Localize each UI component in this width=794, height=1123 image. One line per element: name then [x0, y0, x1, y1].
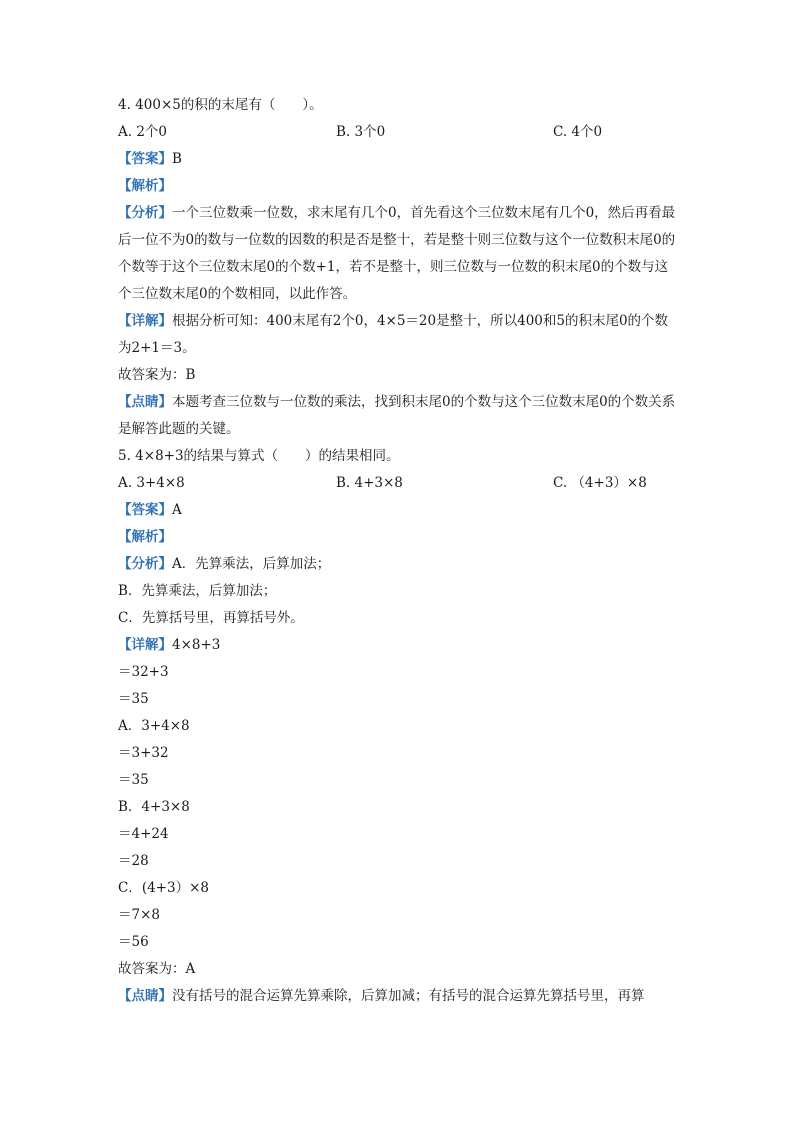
q5-xiangjie-tag: 【详解】	[118, 637, 172, 653]
q5-fenxi-tag: 【分析】	[118, 556, 172, 572]
q5-step: ＝35	[118, 691, 149, 707]
q5-step: C．(4+3）×8	[118, 880, 209, 896]
q5-step: ＝7×8	[118, 907, 160, 923]
q5-fenxi-line-1	[118, 551, 678, 578]
q4-jiexi-line	[118, 173, 678, 200]
q5-step: B．4+3×8	[118, 799, 190, 815]
q4-fenxi	[118, 200, 678, 308]
q5-xiangjie-line	[118, 632, 678, 659]
q4-fenxi-text: 一个三位数乘一位数，求末尾有几个0，首先看这个三位数末尾有几个0，然后再看最后一位不为0的数与一位数的因数的积是否是整十，若是整十则三位数与这个一位数积末尾0的个数等于这个三位数末尾0的个数+1，若不是整十，则三位数与一位数的积末尾0的个数与这个三位数末尾0的个数相同，以此作答。	[118, 205, 676, 302]
q5-step: ＝4+24	[118, 826, 169, 842]
q4-option-c: C. 4个0	[553, 124, 603, 140]
q5-answer: A	[172, 502, 182, 518]
q5-options	[118, 470, 678, 497]
q5-step: ＝35	[118, 772, 149, 788]
q5-xiangjie-first: 4×8+3	[172, 637, 221, 653]
q4-dianjing-tag: 【点睛】	[118, 394, 172, 410]
q5-option-b: B. 4+3×8	[336, 475, 403, 491]
q5-step: A．3+4×8	[118, 718, 190, 734]
q4-answer-tag: 【答案】	[118, 151, 172, 167]
q5-stem: 5. 4×8+3的结果与算式（ ）的结果相同。	[118, 448, 400, 464]
q5-fenxi-text-1: A．先算乘法，后算加法；	[172, 556, 331, 572]
q4-fenxi-tag: 【分析】	[118, 205, 172, 221]
q5-step: ＝32+3	[118, 664, 169, 680]
q4-option-b: B. 3个0	[336, 124, 386, 140]
q5-fenxi-line-3: C．先算括号里，再算括号外。	[118, 610, 304, 626]
q5-jiexi-line	[118, 524, 678, 551]
q5-step: ＝3+32	[118, 745, 169, 761]
q4-xiangjie	[118, 308, 678, 362]
q5-jiexi-tag: 【解析】	[118, 529, 172, 545]
q5-dianjing-tag: 【点睛】	[118, 988, 172, 1004]
q4-xiangjie-tag: 【详解】	[118, 313, 172, 329]
q4-xiangjie-text: 根据分析可知：400末尾有2个0，4×5＝20是整十，所以400和5的积末尾0的个数为2+1＝3。	[118, 313, 669, 356]
q5-answer-line	[118, 497, 678, 524]
q5-answer-tag: 【答案】	[118, 502, 172, 518]
q5-dianjing-text: 没有括号的混合运算先算乘除，后算加减；有括号的混合运算先算括号里，再算	[172, 988, 645, 1004]
q5-fenxi-line-2: B．先算乘法，后算加法；	[118, 583, 277, 599]
q4-option-a: A. 2个0	[118, 124, 168, 140]
q4-conclusion: 故答案为：B	[118, 367, 196, 383]
q5-step: ＝56	[118, 934, 149, 950]
q5-option-a: A. 3+4×8	[118, 475, 185, 491]
q5-step: ＝28	[118, 853, 149, 869]
q4-stem: 4. 400×5的积的末尾有（ ）。	[118, 97, 323, 113]
content	[118, 92, 678, 1010]
q4-jiexi-tag: 【解析】	[118, 178, 172, 194]
q4-options	[118, 119, 678, 146]
q4-answer-line	[118, 146, 678, 173]
q4-answer: B	[172, 151, 182, 167]
q4-dianjing-text: 本题考查三位数与一位数的乘法，找到积末尾0的个数与这个三位数末尾0的个数关系是解答此题的关键。	[118, 394, 676, 437]
q5-dianjing	[118, 983, 678, 1010]
q5-option-c: C. （4+3）×8	[553, 475, 647, 491]
q5-conclusion: 故答案为：A	[118, 961, 196, 977]
q4-dianjing	[118, 389, 678, 443]
